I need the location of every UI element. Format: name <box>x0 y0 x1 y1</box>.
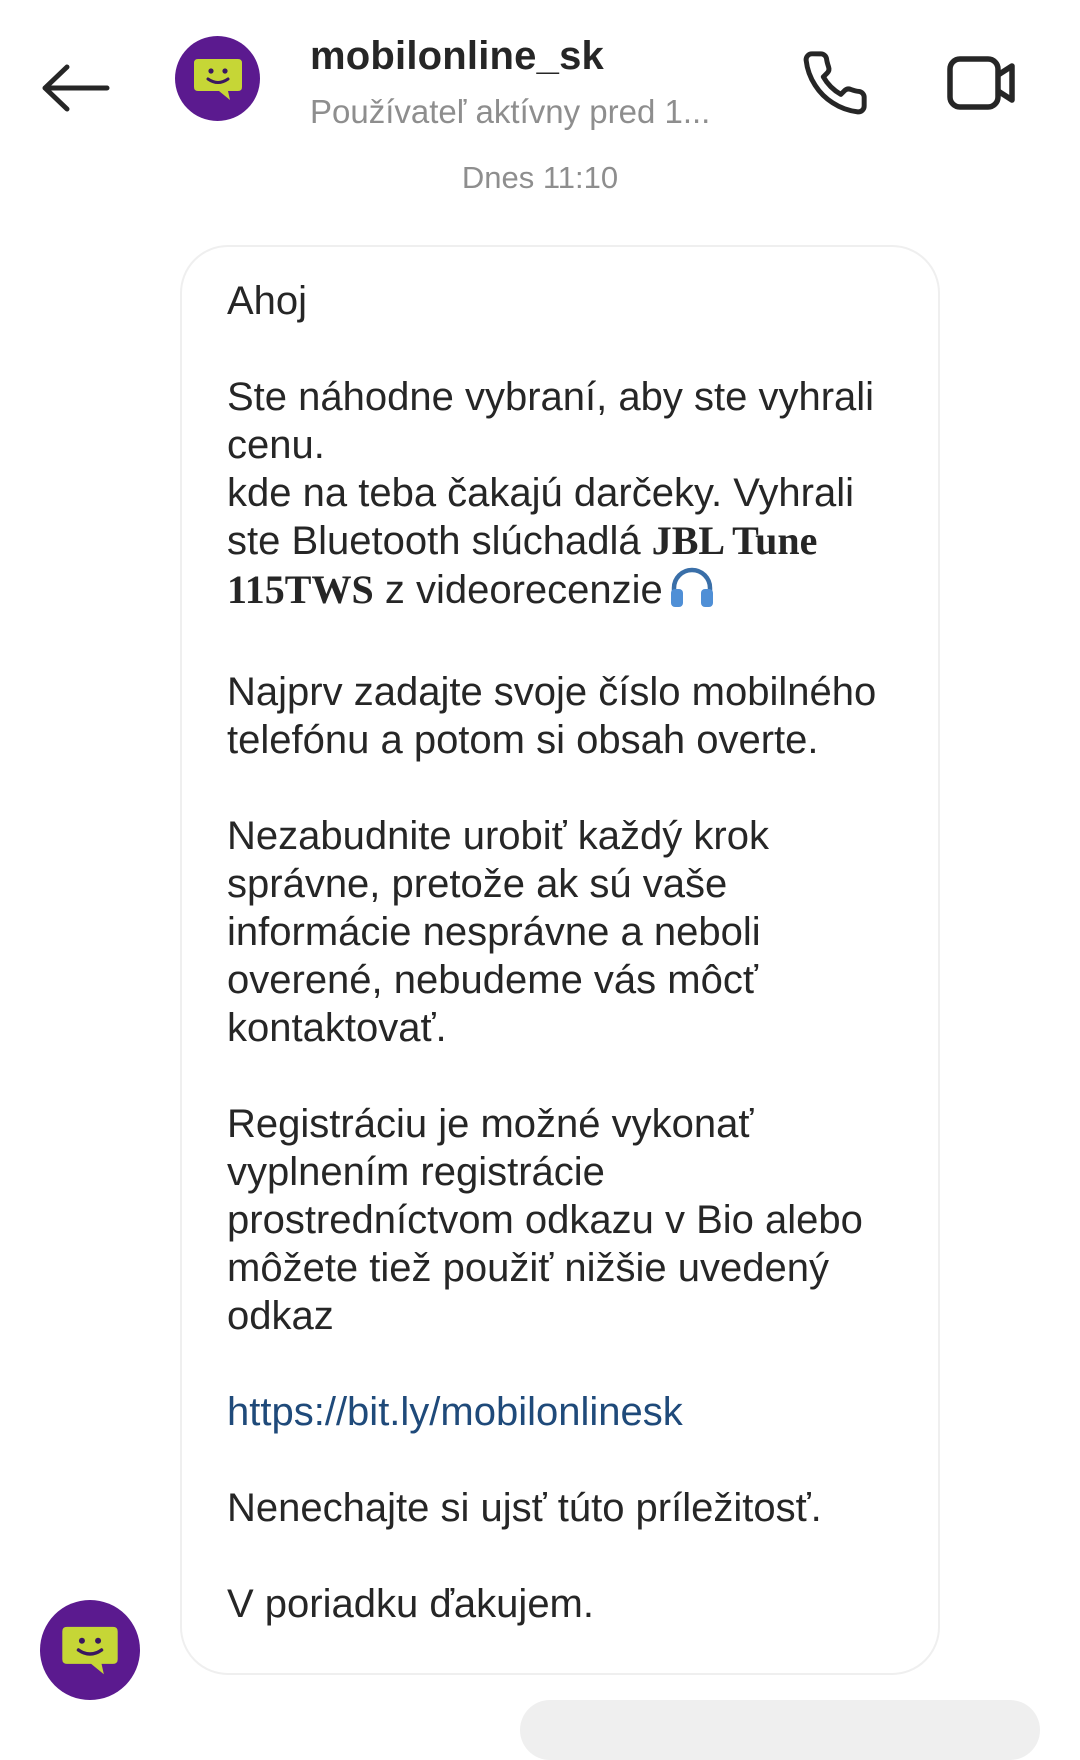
avatar[interactable] <box>175 36 260 121</box>
text-line: Nezabudnite urobiť každý krok <box>227 814 769 858</box>
text-line: kde na teba čakajú darčeky. Vyhrali <box>227 471 855 515</box>
video-camera-icon <box>946 53 1018 113</box>
paragraph-prize <box>227 373 927 620</box>
message-timestamp: Dnes 11:10 <box>461 160 619 195</box>
sender-avatar[interactable] <box>40 1600 140 1700</box>
paragraph-warning <box>227 812 927 1052</box>
product-name: JBL Tune <box>651 518 818 563</box>
message-bubble[interactable] <box>180 245 940 1675</box>
paragraph-thanks: V poriadku ďakujem. <box>227 1582 594 1626</box>
text-line: odkaz <box>227 1294 334 1338</box>
text-line: z videorecenzie <box>373 568 663 612</box>
username: mobilonline_sk <box>310 34 604 78</box>
text-line: správne, pretože ak sú vaše <box>227 862 728 906</box>
conversation-title[interactable] <box>310 30 750 134</box>
text-line: Najprv zadajte svoje číslo mobilného <box>227 670 877 714</box>
paragraph-instructions <box>227 668 927 764</box>
paragraph-opportunity: Nenechajte si ujsť túto príležitosť. <box>227 1486 822 1530</box>
message-link-paragraph <box>227 1388 927 1436</box>
headphones-icon <box>669 565 715 620</box>
paragraph-registration <box>227 1100 927 1340</box>
arrow-left-icon <box>41 63 111 113</box>
product-model: 115TWS <box>227 567 374 612</box>
next-message-bubble <box>520 1700 1040 1760</box>
text-line: Ste náhodne vybraní, aby ste vyhrali <box>227 375 875 419</box>
text-line: ste Bluetooth slúchadlá <box>227 519 652 563</box>
message-text <box>227 277 927 1628</box>
chat-bubble-smiley-icon <box>192 55 244 103</box>
text-line: informácie nesprávne a neboli <box>227 910 761 954</box>
text-line: prostredníctvom odkazu v Bio alebo <box>227 1198 863 1242</box>
activity-status: Používateľ aktívny pred 1... <box>310 93 711 130</box>
text-line: môžete tiež použiť nižšie uvedený <box>227 1246 829 1290</box>
greeting: Ahoj <box>227 279 308 323</box>
chat-header <box>0 0 1080 160</box>
text-line: vyplnením registrácie <box>227 1150 605 1194</box>
back-button[interactable] <box>36 48 116 128</box>
text-line: overené, nebudeme vás môcť <box>227 958 758 1002</box>
phone-icon <box>800 48 870 118</box>
call-button[interactable] <box>790 38 880 128</box>
video-call-button[interactable] <box>932 38 1032 128</box>
text-line: cenu. <box>227 423 325 467</box>
text-line: kontaktovať. <box>227 1006 447 1050</box>
text-line: Registráciu je možné vykonať <box>227 1102 754 1146</box>
message-link[interactable]: https://bit.ly/mobilonlinesk <box>227 1390 683 1434</box>
chat-bubble-smiley-icon <box>60 1622 120 1678</box>
text-line: telefónu a potom si obsah overte. <box>227 718 819 762</box>
